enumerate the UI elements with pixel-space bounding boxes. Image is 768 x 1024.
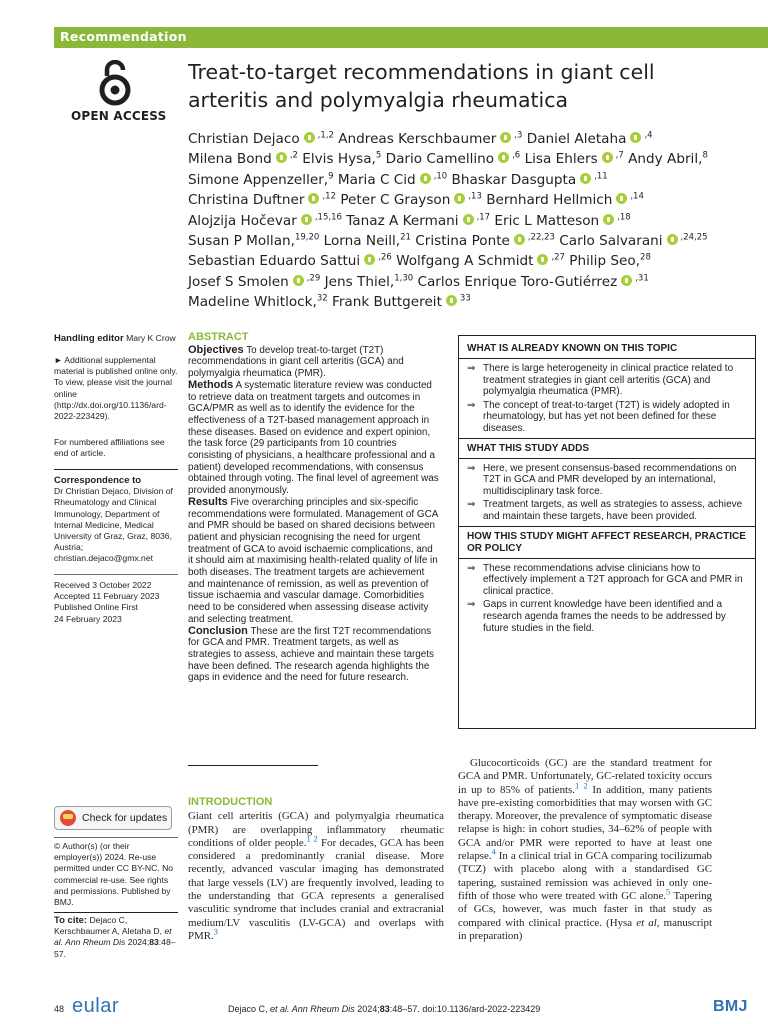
author-name[interactable]: Madeline Whitlock, — [188, 294, 317, 311]
author-line — [188, 190, 748, 210]
list-item: ⇒ Treatment targets, as well as strategies to assess, achieve and maintain these targets, have been provided. — [467, 499, 747, 522]
correspondence-title: Correspondence to — [54, 475, 142, 486]
affiliation-number: ,27 — [551, 252, 565, 263]
adds-title: WHAT THIS STUDY ADDS — [467, 442, 590, 454]
author-name[interactable]: Alojzija Hočevar — [188, 212, 297, 229]
box-divider — [459, 526, 755, 527]
affiliation-number: 28 — [640, 252, 651, 263]
affiliation-number: ,22,23 — [527, 232, 555, 243]
page-footer — [0, 995, 768, 1024]
introduction — [188, 796, 444, 943]
author-name[interactable]: Carlo Salvarani — [559, 233, 663, 250]
affiliation-number: ,18 — [617, 212, 631, 223]
orcid-icon[interactable] — [304, 132, 315, 143]
author-line — [188, 170, 748, 190]
author-name[interactable]: Lisa Ehlers — [524, 151, 598, 168]
author-name[interactable]: Cristina Ponte — [415, 233, 510, 250]
orcid-icon[interactable] — [454, 193, 465, 204]
abstract-end-rule — [188, 765, 318, 766]
author-name[interactable]: Eric L Matteson — [494, 212, 600, 229]
article-dates: Received 3 October 2022 Accepted 11 February 2023 Published Online First 24 February 2023 — [54, 580, 160, 624]
crossmark-icon — [60, 810, 76, 826]
affiliation-number: ,13 — [468, 191, 482, 202]
author-name[interactable]: Elvis Hysa, — [302, 151, 376, 168]
affiliation-number: ,1,2 — [317, 130, 334, 141]
author-name[interactable]: Bernhard Hellmich — [486, 192, 613, 209]
affiliation-number: 21 — [400, 232, 411, 243]
footer-citation: Dejaco C, et al. Ann Rheum Dis 2024;83:48–57. doi:10.1136/ard-2022-223429 — [228, 1004, 541, 1014]
open-access-label: OPEN ACCESS — [71, 109, 167, 123]
affiliation-number: ,12 — [322, 191, 336, 202]
key-messages-box — [458, 335, 756, 729]
correspondence — [54, 475, 178, 565]
abstract-conclusion: Conclusion These are the first T2T recommendations for GCA and PMR. Treatment targets, as well as strategies to assess, achieve and maintain these targets have been defined. The research agenda highlights the gaps in evidence and the need for future research. — [188, 624, 434, 684]
affiliation-number: ,7 — [615, 150, 624, 161]
eular-logo: eular — [72, 995, 119, 1017]
affiliation-number: 8 — [702, 150, 708, 161]
author-name[interactable]: Christian Dejaco — [188, 131, 300, 147]
affiliation-number: ,14 — [630, 191, 644, 202]
author-list — [188, 129, 748, 313]
affiliation-number: ,10 — [433, 171, 448, 182]
orcid-icon[interactable] — [514, 234, 525, 245]
author-name[interactable]: Jens Thiel, — [324, 273, 395, 290]
affiliation-number: ,11 — [594, 171, 608, 182]
affiliation-number: ,4 — [644, 130, 653, 141]
abstract-objectives: Objectives To develop treat-to-target (T2T) recommendations in giant cell arteritis (GCA) and polymyalgia rheumatica (PMR). — [188, 343, 404, 380]
author-name[interactable]: Philip Seo, — [569, 253, 641, 270]
orcid-icon[interactable] — [364, 254, 375, 265]
box-divider — [459, 458, 755, 459]
author-name[interactable]: Milena Bond — [188, 151, 272, 168]
affiliation-number: ,15,16 — [314, 212, 342, 223]
sidebar-divider — [54, 837, 178, 838]
affiliation-number: ,3 — [514, 130, 523, 141]
orcid-icon[interactable] — [293, 275, 304, 286]
reference-link[interactable]: 4 — [491, 846, 496, 857]
orcid-icon[interactable] — [616, 193, 627, 204]
author-name[interactable]: Peter C Grayson — [340, 192, 451, 209]
bmj-logo: BMJ — [713, 998, 748, 1015]
affiliation-number: 32 — [316, 293, 328, 304]
orcid-icon[interactable] — [537, 254, 548, 265]
reference-link[interactable]: 1 2 — [575, 779, 588, 790]
affiliations-note: For numbered affiliations see end of article. — [54, 437, 165, 459]
affiliation-number: ,6 — [512, 150, 521, 161]
author-line — [188, 251, 748, 271]
affiliation-number: ,24,25 — [680, 232, 708, 243]
reference-link[interactable]: 1 2 — [306, 833, 318, 844]
sidebar-divider — [54, 469, 178, 470]
box-divider — [459, 358, 755, 359]
body-paragraph: Glucocorticoids (GC) are the standard treatment for GCA and PMR. Unfortunately, GC-related toxicity occurs in up to 85% of patients.$^{1 2}$ In addition, many patients have pre-existing comorbidities that may worsen with GC therapy. Moreover, the prevalence of symptomatic disease relapse is high: in cohort studies, 34–62% of people with GCA and/or PMR were reported to have at least one relapse.$^4$ In a clinical trial in GCA comparing tocilizumab (TCZ) with placebo along with a standardised GC tapering, sustained remission was achieved in only one-fifth of those who were treated with GC alone.$^5$ Tapering of GCs, however, was much faster in that study as compared with clinical practice. (Hysa et al, manuscript in preparation) — [458, 757, 712, 942]
known-list — [467, 363, 747, 435]
list-item: ⇒ Gaps in current knowledge have been identified and a research agenda frames the needs to be addressed by future studies in the field. — [467, 599, 747, 634]
known-title: WHAT IS ALREADY KNOWN ON THIS TOPIC — [467, 343, 678, 354]
to-cite: To cite: Dejaco C, Kerschbaumer A, Aletaha D, et al. Ann Rheum Dis 2024;83:48–57. — [54, 915, 176, 959]
affiliation-number: 19,20 — [294, 232, 320, 243]
affiliation-number: 9 — [328, 171, 334, 182]
orcid-icon[interactable] — [446, 295, 457, 306]
orcid-icon[interactable] — [301, 214, 312, 225]
section-banner — [54, 27, 768, 48]
author-line — [188, 211, 748, 231]
correspondence-body: Dr Christian Dejaco, Division of Rheumatology and Clinical Immunology, Department of Internal Medicine, Medical University of Graz, Graz, 8036, Austria; christian.dejaco@gmx.net — [54, 486, 173, 564]
author-line — [188, 129, 748, 149]
author-line — [188, 149, 748, 169]
orcid-icon[interactable] — [276, 152, 287, 163]
author-name[interactable]: Carlos Enrique Toro-Gutiérrez — [417, 273, 618, 290]
author-name[interactable]: Bhaskar Dasgupta — [451, 171, 577, 188]
intro-heading: INTRODUCTION — [188, 796, 273, 808]
affiliation-number: 1,30 — [394, 273, 414, 284]
orcid-icon[interactable] — [308, 193, 319, 204]
abstract-methods: Methods A systematic literature review was conducted to retrieve data on treatment targets and outcomes in GCA/PMR as well as to identify the evidence for the effectiveness of a T2T-based management approach in these diseases. Based on evidence and expert opinion, the task force (29 participants from 10 countries consisting of physicians, a healthcare professional and a patient) developed recommendations, with consensus obtained through voting. The final level of agreement was provided anonymously. — [188, 378, 439, 497]
section-label: Recommendation — [60, 29, 187, 44]
list-item: ⇒ There is large heterogeneity in clinical practice related to treatment strategies in giant cell arteritis (GCA) and polymyalgia rheumatica (PMR). — [467, 363, 747, 398]
orcid-icon[interactable] — [630, 132, 641, 143]
author-name[interactable]: Christina Duftner — [188, 192, 305, 209]
affect-title: HOW THIS STUDY MIGHT AFFECT RESEARCH, PRACTICE OR POLICY — [467, 530, 746, 554]
copyright-note: © Author(s) (or their employer(s)) 2024. Re-use permitted under CC BY-NC. No commercial re-use. See rights and permissions. Published by BMJ. — [54, 841, 174, 908]
orcid-icon[interactable] — [500, 132, 511, 143]
orcid-icon[interactable] — [602, 152, 613, 163]
orcid-icon[interactable] — [621, 275, 632, 286]
check-for-updates-button[interactable]: Check for updates — [54, 806, 172, 830]
orcid-icon[interactable] — [420, 173, 431, 184]
abstract — [188, 332, 440, 684]
orcid-icon[interactable] — [667, 234, 678, 245]
sidebar-divider — [54, 912, 178, 913]
author-name[interactable]: Wolfgang A Schmidt — [396, 253, 534, 270]
reference-link[interactable]: 3 — [213, 926, 218, 937]
author-name[interactable]: Tanaz A Kermani — [346, 212, 459, 229]
box-divider — [459, 438, 755, 439]
reference-link[interactable]: 5 — [666, 886, 671, 897]
orcid-icon[interactable] — [463, 214, 474, 225]
orcid-icon[interactable] — [498, 152, 509, 163]
author-line — [188, 292, 748, 312]
list-item: ⇒ Here, we present consensus-based recommendations on T2T in GCA and PMR developed by an international, multidisciplinary task force. — [467, 463, 747, 498]
list-item: ⇒ The concept of treat-to-target (T2T) is widely adopted in rheumatology, but has yet not been defined for these diseases. — [467, 400, 747, 435]
supplemental-note: ► Additional supplemental material is published online only. To view, please visit the journal online (http://dx.doi.org/10.1136/ard-2022-223429). — [54, 355, 178, 422]
affiliation-number: ,2 — [289, 150, 298, 161]
handling-editor: Handling editor Mary K Crow — [54, 333, 176, 344]
abstract-heading: ABSTRACT — [188, 331, 249, 343]
affiliation-number: 5 — [375, 150, 382, 161]
affect-list — [467, 563, 747, 635]
author-name[interactable]: Sebastian Eduardo Sattui — [188, 253, 361, 270]
page-number: 48 — [54, 1004, 65, 1014]
author-name[interactable]: Frank Buttgereit — [332, 294, 442, 311]
author-name[interactable]: Andy Abril, — [628, 151, 703, 168]
affiliation-number: 33 — [459, 293, 471, 304]
author-name[interactable]: Andreas Kerschbaumer — [338, 131, 497, 147]
author-name[interactable]: Josef S Smolen — [188, 273, 289, 290]
intro-paragraph: Giant cell arteritis (GCA) and polymyalgia rheumatica (PMR) are overlapping inflammatory rheumatic conditions of older people.$^{1 2}$ For decades, GCA has been considered a predominantly cranial disease. More recently, advanced vascular imaging has demonstrated that large vessels (LV) are frequently involved, leading to the understanding that GCA represents a generalised vasculitic syndrome that includes cranial and extracranial medium/LV vasculitis (LV-GCA) and overlaps with PMR.$^3$ — [188, 810, 444, 942]
author-name[interactable]: Dario Camellino — [385, 151, 495, 168]
affiliation-number: ,17 — [476, 212, 491, 223]
affiliation-number: ,29 — [306, 273, 321, 284]
author-name[interactable]: Susan P Mollan, — [188, 233, 295, 250]
author-name[interactable]: Lorna Neill, — [323, 233, 401, 250]
author-line — [188, 231, 748, 251]
author-name[interactable]: Daniel Aletaha — [526, 131, 627, 147]
author-line — [188, 272, 748, 292]
affiliation-number: ,26 — [378, 252, 392, 263]
box-divider — [459, 558, 755, 559]
author-name[interactable]: Maria C Cid — [337, 171, 416, 188]
open-access-icon — [95, 60, 135, 106]
body-text-right — [458, 757, 712, 943]
article-title: Treat-to-target recommendations in giant cell arteritis and polymyalgia rheumatica — [188, 60, 655, 112]
list-item: ⇒ These recommendations advise clinicians how to effectively implement a T2T approach for GCA and PMR in clinical practice. — [467, 563, 747, 598]
adds-list — [467, 463, 747, 523]
affiliation-number: ,31 — [635, 273, 649, 284]
abstract-results: Results Five overarching principles and six-specific recommendations were formulated. Management of GCA and PMR should be based on shared decisions between patient and physician recognising the need for urgent treatment of GCA to avoid ischaemic complications, and it should aim at maximising health-related quality of life in both diseases. The treatment targets are achievement and maintenance of remission, as well as prevention of tissue ischaemia and vascular damage. Comorbidities need to be considered when assessing disease activity and selecting treatment. — [188, 495, 438, 625]
sidebar-divider — [54, 574, 178, 575]
orcid-icon[interactable] — [603, 214, 614, 225]
author-name[interactable]: Simone Appenzeller, — [188, 171, 329, 188]
orcid-icon[interactable] — [580, 173, 591, 184]
